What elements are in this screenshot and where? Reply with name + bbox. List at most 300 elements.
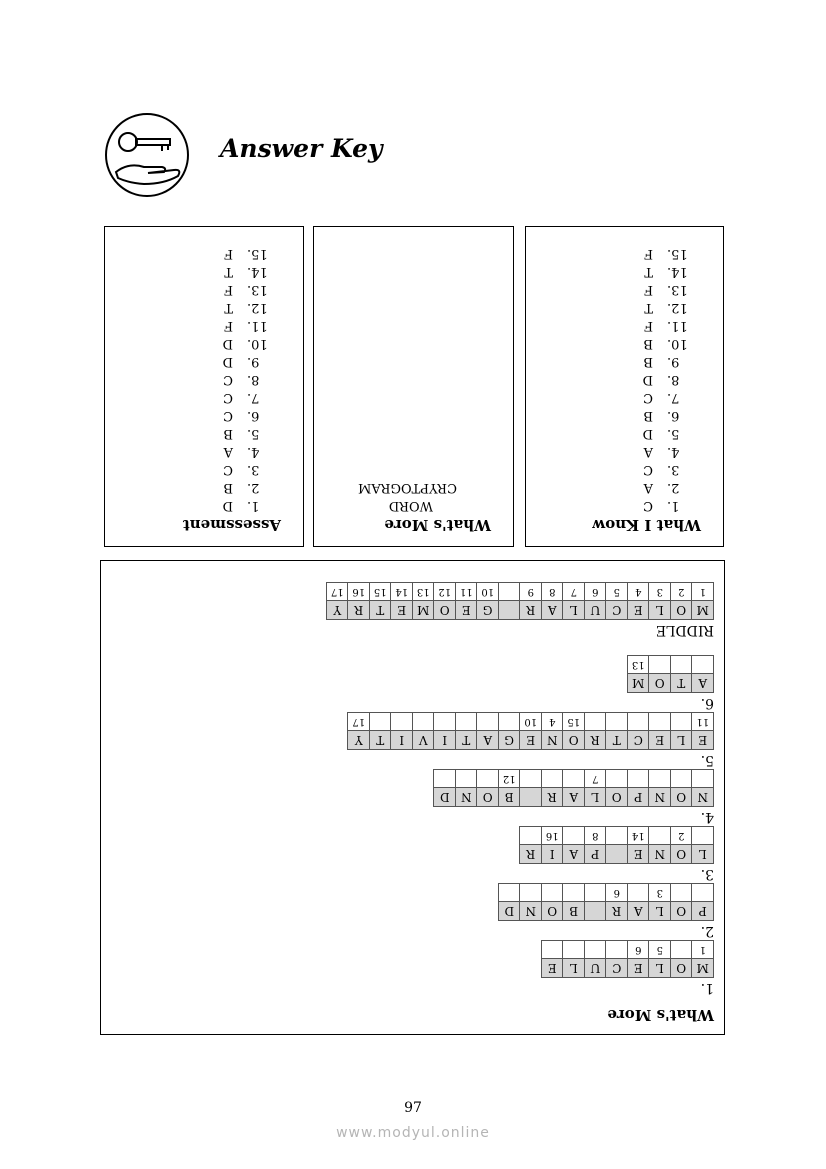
key-hand-logo-icon — [104, 112, 190, 198]
answer-number: 4. — [667, 444, 680, 459]
cell-letter: L — [671, 730, 692, 749]
cell-number — [521, 770, 542, 787]
cell-letter: L — [585, 787, 606, 806]
answer-number: 8. — [667, 372, 680, 387]
what-i-know-box — [525, 226, 724, 547]
cell-number: 5 — [607, 583, 628, 600]
answer-letter: D — [222, 354, 233, 369]
crossword-cell — [627, 883, 650, 921]
crossword-cell — [670, 582, 693, 620]
cell-letter: E — [542, 958, 563, 977]
cell-number: 12 — [435, 583, 456, 600]
crossword-row — [521, 826, 715, 864]
cell-number — [671, 941, 692, 958]
cell-number: 10 — [478, 583, 499, 600]
cell-number — [499, 884, 520, 901]
cell-number: 14 — [628, 827, 649, 844]
answer-row — [115, 262, 281, 280]
cell-letter: E — [628, 844, 649, 863]
cell-letter: E — [693, 730, 714, 749]
crossword-row — [349, 712, 715, 750]
crossword-cell — [477, 582, 500, 620]
cell-number: 3 — [650, 583, 671, 600]
cell-letter — [521, 787, 542, 806]
answer-row — [115, 478, 281, 496]
crossword-cell — [627, 769, 650, 807]
crossword-heading: What's More — [607, 1006, 714, 1024]
crossword-cell — [348, 712, 371, 750]
cell-letter: P — [628, 787, 649, 806]
cell-number: 1 — [693, 583, 714, 600]
cell-number — [413, 713, 434, 730]
crossword-item-label: 2. — [700, 923, 714, 939]
crossword-cell — [520, 883, 543, 921]
cell-letter: E — [521, 730, 542, 749]
crossword-cell — [348, 582, 371, 620]
answer-row — [536, 298, 701, 316]
crossword-cell — [391, 582, 414, 620]
cell-number: 6 — [585, 583, 606, 600]
crossword-cell — [670, 940, 693, 978]
answer-number: 12. — [667, 300, 688, 315]
cell-number — [650, 770, 671, 787]
cell-letter: R — [521, 844, 542, 863]
answer-letter: F — [643, 246, 653, 261]
answer-row — [536, 244, 701, 262]
crossword-cell — [584, 582, 607, 620]
assessment-box — [104, 226, 304, 547]
answer-letter: T — [224, 300, 233, 315]
answer-row — [536, 424, 701, 442]
cell-number — [542, 884, 563, 901]
cell-letter: A — [478, 730, 499, 749]
answer-number: 12. — [247, 300, 268, 315]
answer-letter: D — [222, 498, 233, 513]
crossword-cell — [584, 769, 607, 807]
cell-number — [628, 713, 649, 730]
answer-row — [115, 370, 281, 388]
cell-letter: B — [564, 901, 585, 920]
crossword-cell — [606, 940, 629, 978]
crossword-cell — [563, 769, 586, 807]
cell-number — [392, 713, 413, 730]
crossword-cell — [563, 883, 586, 921]
answer-letter: D — [642, 372, 653, 387]
crossword-row — [499, 883, 714, 921]
answer-number: 13. — [667, 282, 688, 297]
answer-row — [115, 244, 281, 262]
cell-letter — [585, 901, 606, 920]
cell-letter: D — [435, 787, 456, 806]
crossword-cell — [584, 826, 607, 864]
cell-letter — [607, 844, 628, 863]
crossword-row — [542, 940, 714, 978]
cell-number: 2 — [671, 583, 692, 600]
cell-number — [693, 770, 714, 787]
answer-letter: T — [224, 264, 233, 279]
answer-number: 5. — [247, 426, 260, 441]
cell-letter: E — [628, 958, 649, 977]
crossword-item-label: 6. — [700, 695, 714, 711]
cell-letter: O — [564, 730, 585, 749]
crossword-cell — [692, 655, 715, 693]
crossword-cell — [369, 582, 392, 620]
cell-number — [693, 884, 714, 901]
whats-more-crossword-box — [100, 560, 725, 1035]
cell-letter: G — [499, 730, 520, 749]
answer-letter: F — [223, 282, 233, 297]
answer-number: 8. — [247, 372, 260, 387]
cell-letter: P — [693, 901, 714, 920]
cell-letter: O — [671, 787, 692, 806]
answer-number: 2. — [667, 480, 680, 495]
cell-letter: G — [478, 600, 499, 619]
cell-letter: O — [671, 600, 692, 619]
crossword-cell — [498, 883, 521, 921]
crossword-item-label: 5. — [700, 752, 714, 768]
crossword-cell — [563, 826, 586, 864]
crossword-cell — [541, 826, 564, 864]
crossword-cell — [369, 712, 392, 750]
cell-letter: M — [693, 958, 714, 977]
cell-letter: I — [435, 730, 456, 749]
cell-number — [542, 770, 563, 787]
cell-letter: T — [607, 730, 628, 749]
crossword-cell — [670, 826, 693, 864]
crossword-cell — [692, 826, 715, 864]
answer-row — [536, 370, 701, 388]
cell-letter: M — [693, 600, 714, 619]
whats-more-heading: What's More — [384, 516, 491, 534]
assessment-heading: Assessment — [182, 516, 281, 534]
cell-letter: M — [628, 673, 649, 692]
cell-letter: N — [693, 787, 714, 806]
answer-number: 11. — [667, 318, 688, 333]
cell-number: 13 — [413, 583, 434, 600]
cell-number: 6 — [607, 884, 628, 901]
crossword-cell — [692, 712, 715, 750]
cell-number — [478, 713, 499, 730]
cryptogram-text: CRYPTOGRAM — [358, 480, 457, 495]
cell-letter: T — [671, 673, 692, 692]
answer-row — [115, 460, 281, 478]
answer-row — [536, 442, 701, 460]
crossword-cell — [326, 582, 349, 620]
crossword-cell — [670, 712, 693, 750]
answer-row — [536, 334, 701, 352]
crossword-cell — [563, 940, 586, 978]
answer-row — [536, 478, 701, 496]
cell-letter: R — [585, 730, 606, 749]
crossword-cell — [606, 582, 629, 620]
cell-number — [671, 884, 692, 901]
cell-letter: O — [478, 787, 499, 806]
answer-number: 7. — [667, 390, 680, 405]
crossword-cell — [520, 826, 543, 864]
crossword-cell — [692, 940, 715, 978]
cell-letter: C — [607, 958, 628, 977]
crossword-cell — [584, 940, 607, 978]
crossword-cell — [649, 769, 672, 807]
answer-row — [536, 316, 701, 334]
riddle-grid — [327, 582, 714, 620]
cell-letter: Y — [349, 730, 370, 749]
answer-number: 6. — [667, 408, 680, 423]
answer-letter: C — [643, 390, 653, 405]
crossword-cell — [434, 712, 457, 750]
answer-number: 1. — [667, 498, 680, 513]
answer-letter: D — [642, 426, 653, 441]
cell-letter: O — [435, 600, 456, 619]
cell-number: 11 — [456, 583, 477, 600]
cell-letter: E — [628, 600, 649, 619]
crossword-item-label: 4. — [700, 809, 714, 825]
crossword-cell — [670, 655, 693, 693]
cell-letter: L — [693, 844, 714, 863]
answer-number: 4. — [247, 444, 260, 459]
cell-number: 4 — [542, 713, 563, 730]
page-number: 97 — [404, 1100, 422, 1116]
cell-number: 12 — [499, 770, 520, 787]
watermark: www.modyul.online — [336, 1125, 490, 1141]
cell-number: 11 — [693, 713, 714, 730]
answer-number: 10. — [667, 336, 688, 351]
cell-letter: P — [585, 844, 606, 863]
answer-number: 14. — [247, 264, 268, 279]
crossword-cell — [541, 883, 564, 921]
answer-number: 10. — [247, 336, 268, 351]
answer-row — [536, 460, 701, 478]
answer-row — [115, 496, 281, 514]
cell-letter: U — [585, 958, 606, 977]
cell-number — [607, 770, 628, 787]
answer-row — [536, 262, 701, 280]
cell-number — [607, 941, 628, 958]
cell-number — [521, 884, 542, 901]
cell-number: 16 — [349, 583, 370, 600]
answer-row — [536, 280, 701, 298]
crossword-cell — [692, 883, 715, 921]
cell-letter: O — [607, 787, 628, 806]
crossword-cell — [391, 712, 414, 750]
answer-letter: C — [223, 372, 233, 387]
cell-letter: N — [650, 787, 671, 806]
answer-letter: T — [644, 300, 653, 315]
answer-row — [115, 280, 281, 298]
crossword-cell — [520, 712, 543, 750]
assessment-list — [115, 244, 281, 514]
cell-number — [628, 770, 649, 787]
answer-letter: C — [223, 462, 233, 477]
crossword-cell — [498, 769, 521, 807]
answer-number: 9. — [247, 354, 260, 369]
cell-letter: L — [564, 600, 585, 619]
cell-number: 7 — [585, 770, 606, 787]
crossword-cell — [627, 582, 650, 620]
cell-letter: A — [693, 673, 714, 692]
crossword-cell — [649, 655, 672, 693]
answer-row — [536, 352, 701, 370]
crossword-cell — [434, 769, 457, 807]
crossword-cell — [670, 769, 693, 807]
page-title: Answer Key — [220, 134, 383, 163]
answer-number: 14. — [667, 264, 688, 279]
crossword-cell — [434, 582, 457, 620]
cell-letter: N — [456, 787, 477, 806]
crossword-cell — [606, 883, 629, 921]
cell-number: 16 — [542, 827, 563, 844]
whats-more-word-box — [313, 226, 514, 547]
cell-number — [671, 713, 692, 730]
cell-number: 7 — [564, 583, 585, 600]
answer-number: 3. — [247, 462, 260, 477]
cell-number — [564, 827, 585, 844]
crossword-cell — [498, 582, 521, 620]
answer-row — [115, 388, 281, 406]
answer-number: 9. — [667, 354, 680, 369]
answer-letter: F — [223, 246, 233, 261]
crossword-cell — [649, 582, 672, 620]
cell-letter: R — [349, 600, 370, 619]
cell-letter: U — [585, 600, 606, 619]
cell-letter: N — [521, 901, 542, 920]
crossword-row — [435, 769, 715, 807]
answer-row — [536, 406, 701, 424]
crossword-cell — [541, 769, 564, 807]
cell-number — [585, 884, 606, 901]
cell-number: 15 — [564, 713, 585, 730]
crossword-cell — [520, 582, 543, 620]
crossword-row — [628, 655, 714, 693]
cell-letter: E — [650, 730, 671, 749]
cell-letter: E — [392, 600, 413, 619]
cell-number — [521, 827, 542, 844]
answer-letter: B — [643, 354, 653, 369]
what-i-know-heading: What I Know — [592, 516, 701, 534]
crossword-cell — [692, 769, 715, 807]
answer-row — [115, 406, 281, 424]
cell-letter: L — [650, 600, 671, 619]
cell-letter: R — [521, 600, 542, 619]
crossword-item-label: 1. — [700, 980, 714, 996]
cell-number — [542, 941, 563, 958]
crossword-cell — [649, 940, 672, 978]
cell-number — [564, 770, 585, 787]
answer-row — [115, 298, 281, 316]
cell-letter: L — [650, 958, 671, 977]
crossword-cell — [606, 769, 629, 807]
cell-number — [435, 713, 456, 730]
answer-number: 5. — [667, 426, 680, 441]
cell-letter: B — [499, 787, 520, 806]
cell-letter: N — [542, 730, 563, 749]
cell-number — [650, 827, 671, 844]
crossword-cell — [606, 712, 629, 750]
cell-letter: Y — [327, 600, 348, 619]
crossword-cell — [584, 883, 607, 921]
crossword-cell — [412, 582, 435, 620]
cell-number — [499, 713, 520, 730]
cell-number: 17 — [349, 713, 370, 730]
answer-letter: A — [223, 444, 233, 459]
cell-number — [585, 941, 606, 958]
cell-letter: O — [650, 673, 671, 692]
cell-letter: M — [413, 600, 434, 619]
crossword-cell — [584, 712, 607, 750]
answer-letter: A — [643, 480, 653, 495]
cell-number: 3 — [650, 884, 671, 901]
crossword-cell — [606, 826, 629, 864]
cell-number: 1 — [693, 941, 714, 958]
answer-row — [536, 496, 701, 514]
crossword-cell — [627, 940, 650, 978]
cell-number: 8 — [585, 827, 606, 844]
cell-letter: T — [456, 730, 477, 749]
answer-row — [115, 316, 281, 334]
cell-letter: L — [650, 901, 671, 920]
crossword-cell — [477, 712, 500, 750]
cell-number — [607, 827, 628, 844]
cell-letter: A — [564, 844, 585, 863]
cell-number: 2 — [671, 827, 692, 844]
cell-number: 13 — [628, 656, 649, 673]
cell-number: 9 — [521, 583, 542, 600]
answer-number: 11. — [247, 318, 268, 333]
answer-number: 13. — [247, 282, 268, 297]
cell-number — [435, 770, 456, 787]
cell-number: 17 — [327, 583, 348, 600]
answer-number: 6. — [247, 408, 260, 423]
crossword-cell — [455, 712, 478, 750]
cell-number — [693, 656, 714, 673]
answer-letter: B — [643, 336, 653, 351]
cell-letter: O — [671, 844, 692, 863]
crossword-cell — [498, 712, 521, 750]
cell-number: 10 — [521, 713, 542, 730]
cell-letter: R — [607, 901, 628, 920]
answer-number: 15. — [247, 246, 268, 261]
cell-number — [370, 713, 391, 730]
cell-number — [650, 713, 671, 730]
cell-letter: V — [413, 730, 434, 749]
crossword-cell — [670, 883, 693, 921]
cell-letter: I — [542, 844, 563, 863]
crossword-cell — [692, 582, 715, 620]
cell-number — [671, 770, 692, 787]
crossword-cell — [455, 582, 478, 620]
answer-number: 1. — [247, 498, 260, 513]
what-i-know-list — [536, 244, 701, 514]
cell-letter: O — [671, 901, 692, 920]
cell-number: 14 — [392, 583, 413, 600]
cell-number — [564, 941, 585, 958]
answer-letter: F — [643, 282, 653, 297]
cell-letter: L — [564, 958, 585, 977]
crossword-cell — [627, 712, 650, 750]
cell-letter — [499, 600, 520, 619]
answer-letter: B — [223, 426, 233, 441]
crossword-cell — [649, 883, 672, 921]
crossword-cell — [455, 769, 478, 807]
crossword-cell — [477, 769, 500, 807]
cell-letter: R — [542, 787, 563, 806]
cell-letter: C — [628, 730, 649, 749]
cell-number: 8 — [542, 583, 563, 600]
cell-letter: T — [370, 730, 391, 749]
crossword-cell — [520, 769, 543, 807]
answer-row — [115, 424, 281, 442]
crossword-cell — [563, 712, 586, 750]
